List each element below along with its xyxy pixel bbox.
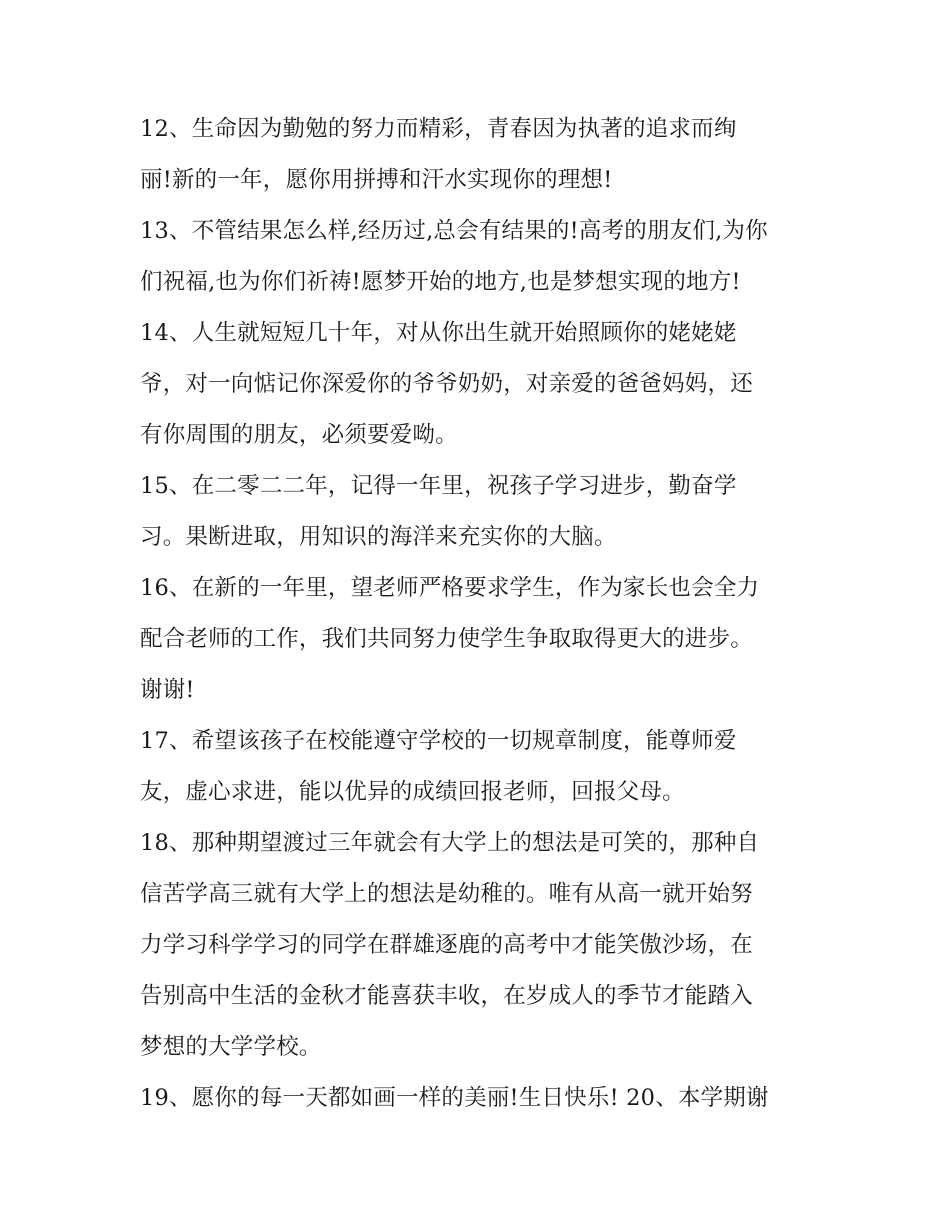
text-line: 力学习科学学习的同学在群雄逐鹿的高考中才能笑傲沙场，在: [140, 932, 753, 958]
text-line: 丽!新的一年，愿你用拼搏和汗水实现你的理想!: [140, 167, 613, 193]
text-line: 18、那种期望渡过三年就会有大学上的想法是可笑的，那种自: [140, 830, 760, 856]
text-line: 梦想的大学学校。: [140, 1034, 322, 1060]
text-line: 12、生命因为勤勉的努力而精彩，青春因为执著的追求而绚: [140, 116, 737, 142]
text-line: 们祝福,也为你们祈祷!愿梦开始的地方,也是梦想实现的地方!: [140, 269, 741, 295]
document-body: [140, 104, 820, 1124]
text-line: 信苦学高三就有大学上的想法是幼稚的。唯有从高一就开始努: [140, 881, 753, 907]
text-line: 爷，对一向惦记你深爱你的爷爷奶奶，对亲爱的爸爸妈妈，还: [140, 371, 753, 397]
text-line: 15、在二零二二年，记得一年里，祝孩子学习进步，勤奋学: [140, 473, 737, 499]
text-line: 习。果断进取，用知识的海洋来充实你的大脑。: [140, 524, 617, 550]
text-line: 16、在新的一年里，望老师严格要求学生，作为家长也会全力: [140, 575, 760, 601]
text-line: 14、人生就短短几十年，对从你出生就开始照顾你的姥姥姥: [140, 320, 737, 346]
text-line: 13、不管结果怎么样,经历过,总会有结果的!高考的朋友们,为你: [140, 218, 768, 244]
text-line: 有你周围的朋友，必须要爱呦。: [140, 422, 458, 448]
text-line: 19、愿你的每一天都如画一样的美丽!生日快乐! 20、本学期谢: [140, 1085, 769, 1111]
text-line: 17、希望该孩子在校能遵守学校的一切规章制度，能尊师爱: [140, 728, 737, 754]
text-line: 谢谢!: [140, 677, 195, 703]
text-line: 配合老师的工作，我们共同努力使学生争取取得更大的进步。: [140, 626, 753, 652]
text-line: 友，虚心求进，能以优异的成绩回报老师，回报父母。: [140, 779, 685, 805]
text-line: 告别高中生活的金秋才能喜获丰收，在岁成人的季节才能踏入: [140, 983, 753, 1009]
